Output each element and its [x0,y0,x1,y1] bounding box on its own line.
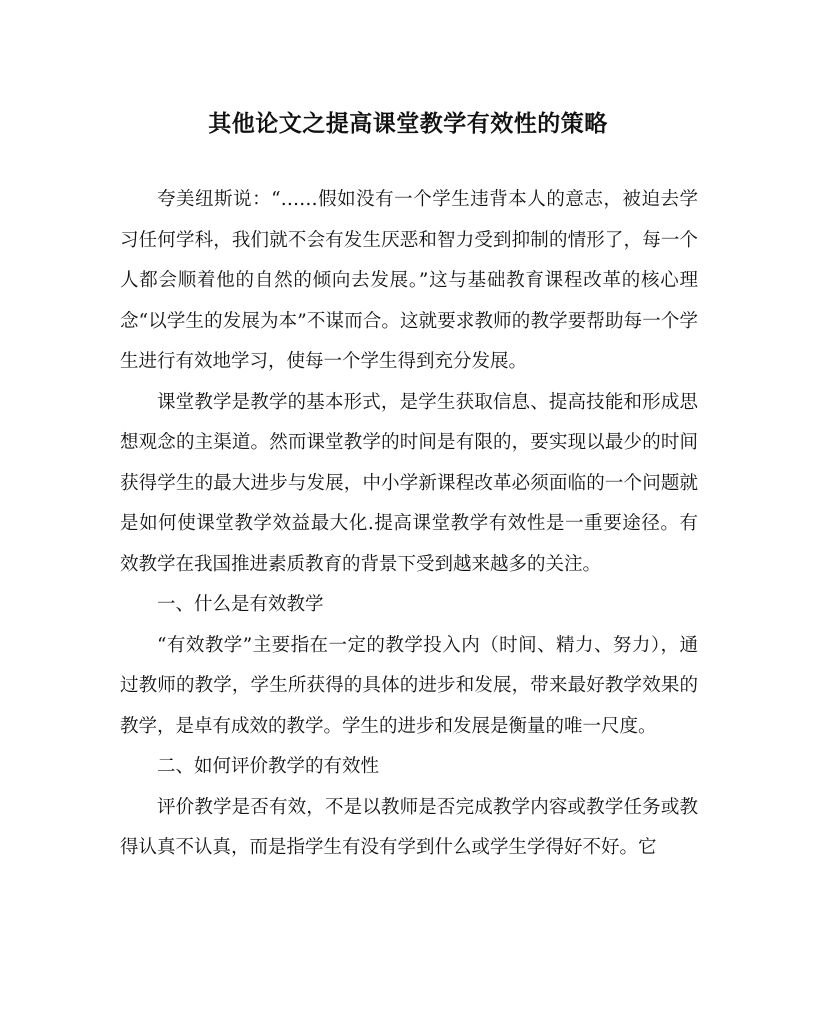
section-heading-evaluate-effectiveness: 二、如何评价教学的有效性 [157,756,380,777]
paragraph-classroom-teaching: 课堂教学是教学的基本形式，是学生获取信息、提高技能和形成思想观念的主渠道。然而课堂教学的时间是有限的，要实现以最少的时间获得学生的最大进步与发展，中小学新课程改革必须面临的一个问题就是如何使课堂教学效益最大化.提高课堂教学有效性是一重要途径。有效教学在我国推进素质教育的背景下受到越来越多的关注。 [120,391,698,575]
paragraph-evaluation: 评价教学是否有效，不是以教师是否完成教学内容或教学任务或教得认真不认真，而是指学生有没有学到什么或学生学得好不好。它 [120,796,698,858]
document-body [120,180,698,869]
paragraph-intro: 夸美纽斯说：“……假如没有一个学生违背本人的意志，被迫去学习任何学科，我们就不会有发生厌恶和智力受到抑制的情形了，每一个人都会顺着他的自然的倾向去发展。”这与基础教育课程改革的核心理念“以学生的发展为本”不谋而合。这就要求教师的教学要帮助每一个学生进行有效地学习，使每一个学生得到充分发展。 [120,189,698,372]
document-title: 其他论文之提高课堂教学有效性的策略 [208,110,608,137]
section-heading-what-is-effective-teaching: 一、什么是有效教学 [157,594,324,615]
paragraph-effective-teaching-definition: “有效教学”主要指在一定的教学投入内（时间、精力、努力），通过教师的教学，学生所获得的具体的进步和发展，带来最好教学效果的教学，是卓有成效的教学。学生的进步和发展是衡量的唯一尺度。 [120,634,698,737]
